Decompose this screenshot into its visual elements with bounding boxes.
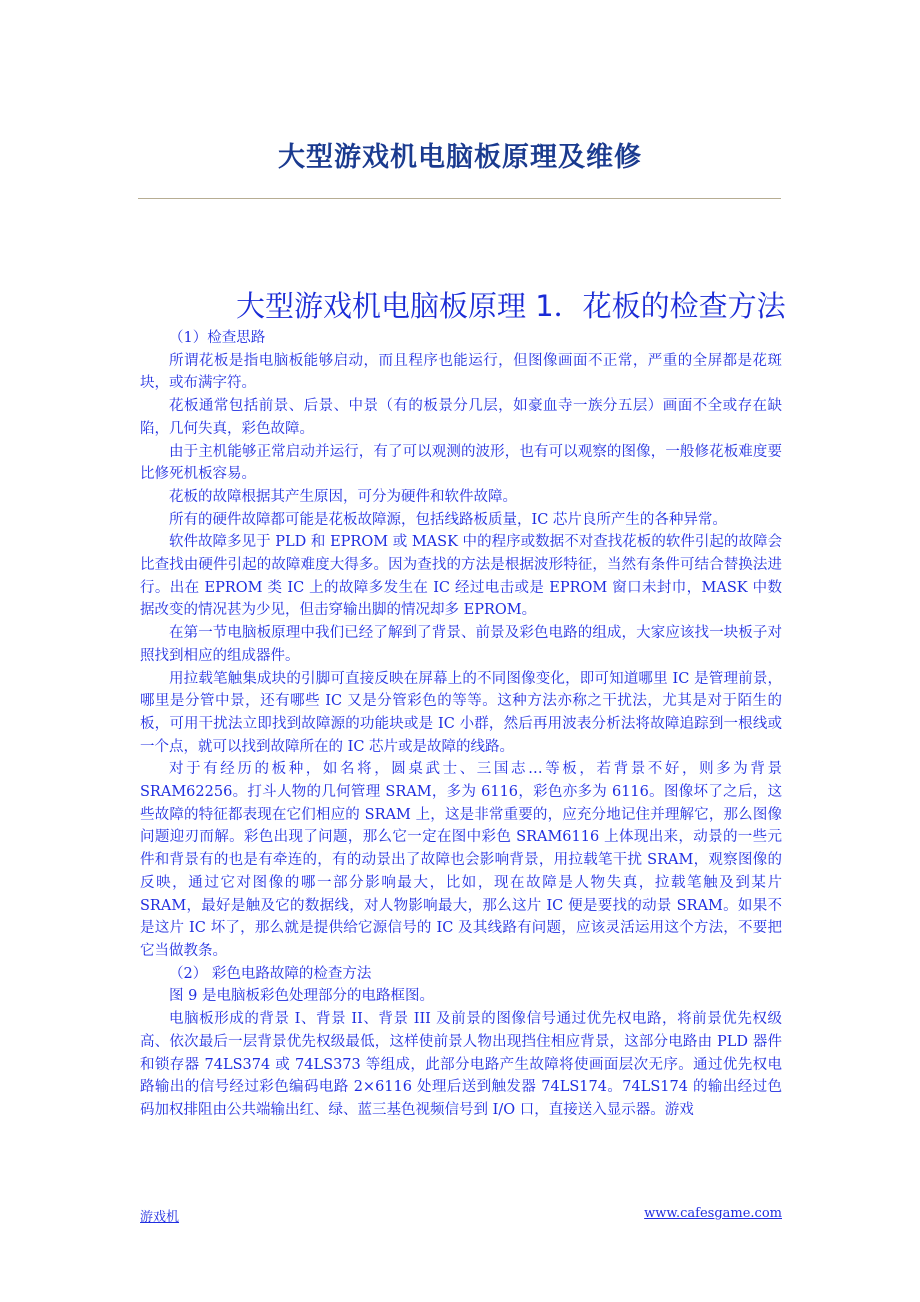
paragraph: 软件故障多见于 PLD 和 EPROM 或 MASK 中的程序或数据不对查找花板的软件引起的故障会比查找由硬件引起的故障难度大得多。因为查找的方法是根据波形特征，当然有条件可结合替换法进行。出在 EPROM 类 IC 上的故障多发生在 IC 经过电击或是 EPROM 窗口未封巾，MASK 中数据改变的情况甚为少见，但击穿输出脚的情况却多 EPROM。: [140, 534, 782, 619]
footer-link-website[interactable]: www.cafesgame.com: [644, 1206, 782, 1221]
paragraph: 花板通常包括前景、后景、中景（有的板景分几层，如豪血寺一族分五层）画面不全或存在缺陷，几何失真，彩色故障。: [140, 398, 782, 437]
paragraph: 所谓花板是指电脑板能够启动，而且程序也能运行，但图像画面不正常，严重的全屏都是花斑块，或布满字符。: [140, 352, 782, 392]
subheading-2: （2） 彩色电路故障的检查方法: [169, 965, 372, 982]
section-heading: 大型游戏机电脑板原理 1．花板的检查方法: [236, 289, 786, 323]
subheading-1: （1）检查思路: [169, 330, 266, 346]
page-footer: [140, 1206, 782, 1228]
paragraph: 花板的故障根据其产生原因，可分为硬件和软件故障。: [169, 488, 517, 505]
document-body: [140, 327, 782, 1122]
paragraph: 由于主机能够正常启动并运行，有了可以观测的波形，也有可以观察的图像，一般修花板难度要比修死机板容易。: [140, 443, 782, 483]
title-divider: [138, 198, 781, 199]
paragraph: 对于有经历的板种，如名将，圆桌武士、三国志…等板，若背景不好，则多为背景 SRAM62256。打斗人物的几何管理 SRAM，多为 6116，彩色亦多为 6116。图像坏了之后，这些故障的特征都表现在它们相应的 SRAM 上，这是非常重要的，应充分地记住并理解它，那么图像问题迎刃而解。彩色出现了问题，那么它一定在图中彩色 SRAM6116 上体现出来，动景的一些元件和背景有的也是有牵连的，有的动景出了故障也会影响背景，用拉载笔干扰 SRAM，观察图像的反映，通过它对图像的哪一部分影响最大，比如，现在故障是人物失真，拉载笔触及到某片 SRAM，最好是触及它的数据线，对人物影响最大，那么这片 IC 便是要找的动景 SRAM。如果不是这片 IC 坏了，那么就是提供给它源信号的 IC 及其线路有问题，应该灵活运用这个方法，不要把它当做教条。: [140, 761, 782, 959]
footer-link-game[interactable]: 游戏机: [140, 1210, 180, 1225]
paragraph: 所有的硬件故障都可能是花板故障源，包括线路板质量，IC 芯片良所产生的各种异常。: [169, 511, 727, 528]
paragraph: 图 9 是电脑板彩色处理部分的电路框图。: [169, 988, 434, 1005]
paragraph: 用拉载笔触集成块的引脚可直接反映在屏幕上的不同图像变化，即可知道哪里 IC 是管理前景，哪里是分管中景，还有哪些 IC 又是分管彩色的等等。这种方法亦称之干扰法，尤其是对于陌生的板，可用干扰法立即找到故障源的功能块或是 IC 小群，然后再用波表分析法将故障追踪到一根线或一个点，就可以找到故障所在的 IC 芯片或是故障的线路。: [140, 670, 782, 755]
paragraph: 电脑板形成的背景 I、背景 II、背景 III 及前景的图像信号通过优先权电路，将前景优先权级高、依次最后一层背景优先权级最低，这样使前景人物出现挡住相应背景，这部分电路由 PLD 器件和锁存器 74LS374 或 74LS373 等组成，此部分电路产生故障将使画面层次无序。通过优先权电路输出的信号经过彩色编码电路 2×6116 处理后送到触发器 74LS174。74LS174 的输出经过色码加权排阻由公共端输出红、绿、蓝三基色视频信号到 I/O 口，直接送入显示器。游戏: [140, 1011, 782, 1118]
paragraph: 在第一节电脑板原理中我们已经了解到了背景、前景及彩色电路的组成，大家应该找一块板子对照找到相应的组成器件。: [140, 625, 782, 664]
document-title: 大型游戏机电脑板原理及维修: [278, 142, 642, 173]
